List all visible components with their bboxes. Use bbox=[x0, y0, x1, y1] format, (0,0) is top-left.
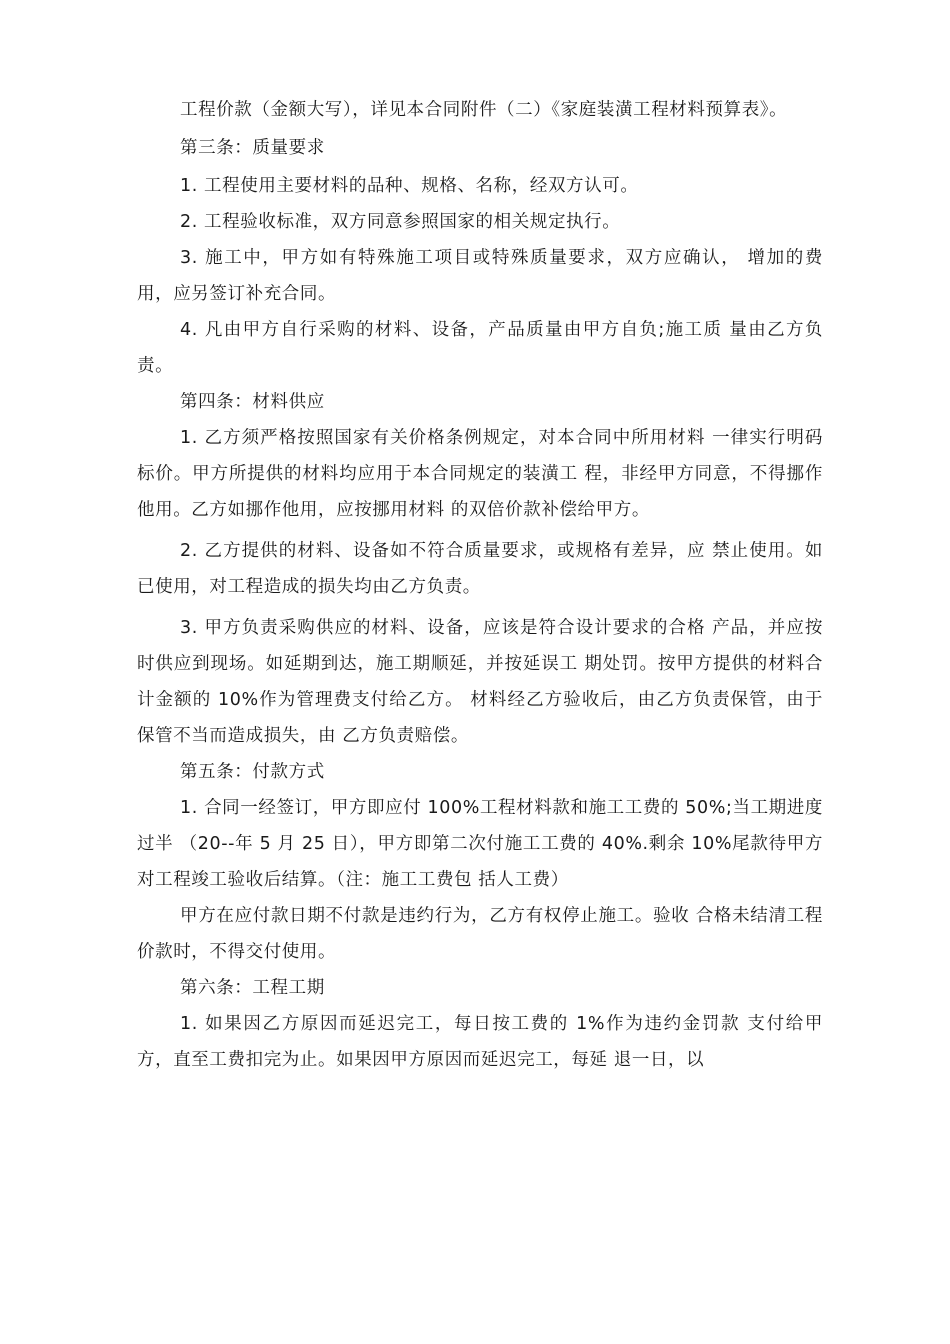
paragraph-3-1: 1. 工程使用主要材料的品种、规格、名称，经双方认可。 bbox=[180, 176, 639, 196]
heading-article-3: 第三条：质量要求 bbox=[180, 138, 325, 158]
paragraph-5-2: 甲方在应付款日期不付款是违约行为，乙方有权停止施工。验收 合格未结清工程价款时，不得交付使用。 bbox=[137, 906, 823, 962]
paragraph-5-1: 1. 合同一经签订，甲方即应付 100%工程材料款和施工工费的 50%;当工期进度过半 （20--年 5 月 25 日），甲方即第二次付施工工费的 40%.剩余 10%尾款待甲方对工程竣工验收后结算。（注：施工工费包 括人工费） bbox=[137, 798, 823, 890]
heading-article-6: 第六条：工程工期 bbox=[180, 978, 325, 998]
heading-article-4: 第四条：材料供应 bbox=[180, 392, 325, 412]
paragraph-3-3: 3. 施工中，甲方如有特殊施工项目或特殊质量要求，双方应确认， 增加的费用，应另签订补充合同。 bbox=[137, 248, 823, 304]
paragraph-price: 工程价款（金额大写），详见本合同附件（二）《家庭装潢工程材料预算表》。 bbox=[180, 100, 788, 120]
paragraph-3-4: 4. 凡由甲方自行采购的材料、设备，产品质量由甲方自负;施工质 量由乙方负责。 bbox=[137, 320, 823, 376]
contract-page bbox=[137, 92, 823, 1078]
paragraph-6-1: 1. 如果因乙方原因而延迟完工，每日按工费的 1%作为违约金罚款 支付给甲方，直至工费扣完为止。如果因甲方原因而延迟完工，每延 退一日，以 bbox=[137, 1014, 823, 1070]
paragraph-4-2: 2. 乙方提供的材料、设备如不符合质量要求，或规格有差异，应 禁止使用。如已使用，对工程造成的损失均由乙方负责。 bbox=[137, 541, 823, 597]
paragraph-3-2: 2. 工程验收标准，双方同意参照国家的相关规定执行。 bbox=[180, 212, 621, 232]
paragraph-4-1: 1. 乙方须严格按照国家有关价格条例规定，对本合同中所用材料 一律实行明码标价。甲方所提供的材料均应用于本合同规定的装潢工 程，非经甲方同意，不得挪作他用。乙方如挪作他用，应按挪用材料 的双倍价款补偿给甲方。 bbox=[137, 428, 823, 520]
paragraph-4-3: 3. 甲方负责采购供应的材料、设备，应该是符合设计要求的合格 产品，并应按时供应到现场。如延期到达，施工期顺延，并按延误工 期处罚。按甲方提供的材料合计金额的 10%作为管理费支付给乙方。 材料经乙方验收后，由乙方负责保管，由于保管不当而造成损失，由 乙方负责赔偿。 bbox=[137, 618, 823, 746]
heading-article-5: 第五条：付款方式 bbox=[180, 762, 325, 782]
